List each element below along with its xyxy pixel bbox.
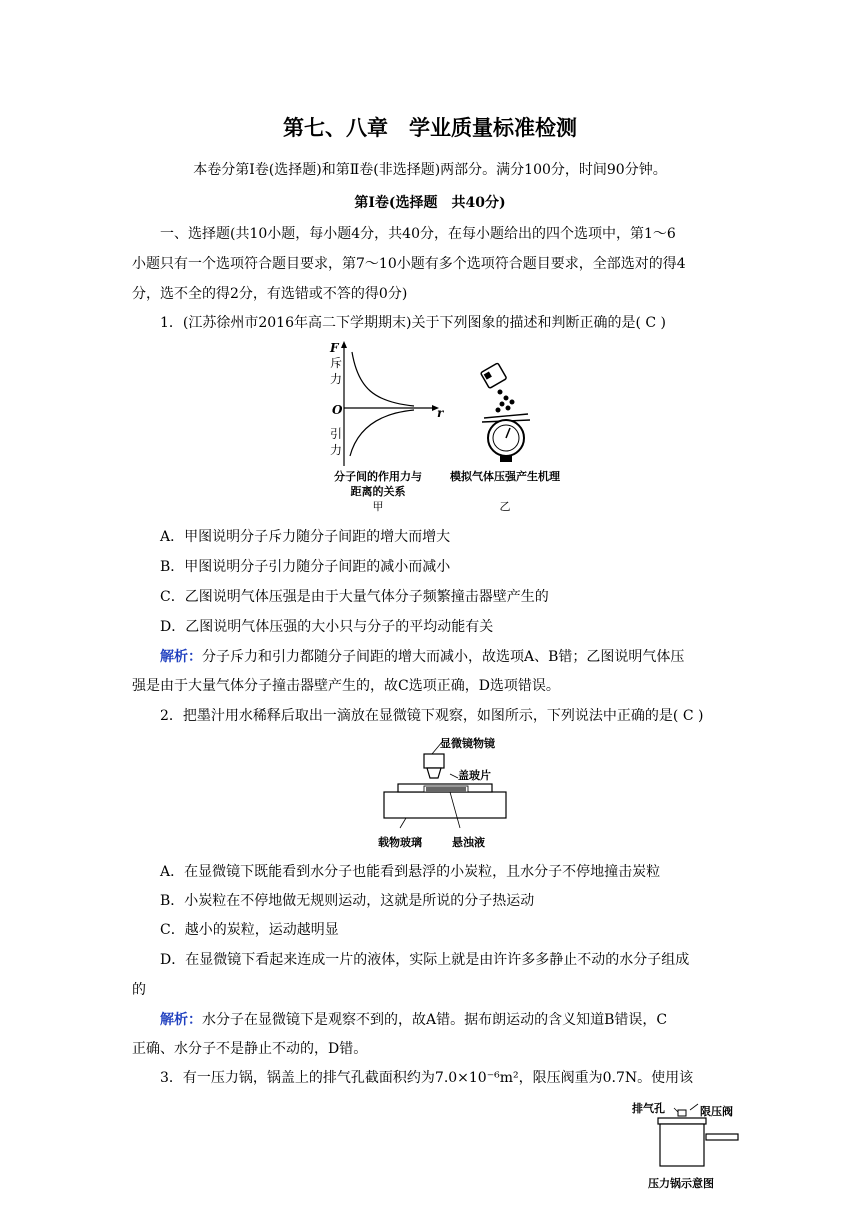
q2-option-d-continued: 的 [132, 982, 146, 998]
part1-header: 第Ⅰ卷(选择题 共40分) [354, 195, 506, 211]
page-title: 第七、八章 学业质量标准检测 [283, 116, 577, 140]
q1-analysis-line2: 强是由于大量气体分子撞击器壁产生的，故C选项正确，D选项错误。 [132, 678, 560, 694]
q1-repulsion-label-1: 斥 [330, 356, 343, 370]
q1-analysis-label: 解析： [160, 649, 202, 665]
q1-figure-b-pressure-model [470, 362, 540, 466]
q2-analysis-line1 [160, 1010, 667, 1030]
q2-objective-label: 显微镜物镜 [440, 737, 495, 750]
q2-option-d: D．在显微镜下看起来连成一片的液体，实际上就是由许许多多静止不动的水分子组成 [160, 952, 690, 968]
q1-figure-b-tag: 乙 [499, 500, 511, 513]
q1-attraction-label-1: 引 [330, 427, 343, 441]
q2-analysis-label: 解析： [160, 1012, 202, 1028]
q2-analysis-text: 水分子在显微镜下是观察不到的，故A错。据布朗运动的含义知道B错误，C [202, 1012, 668, 1028]
q2-suspension-label: 悬浊液 [452, 836, 485, 849]
q1-analysis-line1 [160, 647, 684, 667]
section1-instructions-line2: 小题只有一个选项符合题目要求，第7～10小题有多个选项符合题目要求，全部选对的得4 [132, 256, 686, 272]
q1-figure-b-caption: 模拟气体压强产生机理 [450, 470, 560, 483]
q1-option-c: C．乙图说明气体压强是由于大量气体分子频繁撞击器壁产生的 [160, 589, 549, 605]
q3-figure-caption: 压力锅示意图 [648, 1177, 714, 1190]
q1-axis-f-label: F [330, 341, 339, 355]
q3-stem: 3．有一压力锅，锅盖上的排气孔截面积约为7.0×10⁻⁶m²，限压阀重为0.7N。使用该 [160, 1070, 694, 1086]
q1-axis-o-label: O [332, 403, 343, 417]
q1-stem: 1．(江苏徐州市2016年高二下学期期末)关于下列图象的描述和判断正确的是( C ) [160, 315, 666, 331]
q1-option-a: A．甲图说明分子斥力随分子间距的增大而增大 [160, 529, 451, 545]
q3-valve-label: 限压阀 [700, 1105, 733, 1118]
q2-option-a: A．在显微镜下既能看到水分子也能看到悬浮的小炭粒，且水分子不停地撞击炭粒 [160, 864, 661, 880]
q2-cover-glass-label: 盖玻片 [458, 769, 491, 782]
q2-analysis-line2: 正确、水分子不是静止不动的，D错。 [132, 1041, 368, 1057]
section1-instructions-line1: 一、选择题(共10小题，每小题4分，共40分，在每小题给出的四个选项中，第1～6 [160, 226, 676, 242]
q1-axis-r-label: r [437, 406, 444, 420]
exam-intro: 本卷分第Ⅰ卷(选择题)和第Ⅱ卷(非选择题)两部分。满分100分，时间90分钟。 [193, 162, 667, 178]
q1-figure-a-caption-line2: 距离的关系 [350, 485, 406, 498]
q1-figure-a-caption-line1: 分子间的作用力与 [334, 470, 422, 483]
q3-vent-label: 排气孔 [632, 1102, 665, 1115]
q2-option-b: B．小炭粒在不停地做无规则运动，这就是所说的分子热运动 [160, 893, 535, 909]
q1-repulsion-label-2: 力 [330, 372, 343, 386]
q1-analysis-text: 分子斥力和引力都随分子间距的增大而减小，故选项A、B错；乙图说明气体压 [202, 649, 685, 665]
q2-stem: 2．把墨汁用水稀释后取出一滴放在显微镜下观察，如图所示，下列说法中正确的是( C ) [160, 708, 704, 724]
q2-option-c: C．越小的炭粒，运动越明显 [160, 922, 339, 938]
q2-slide-label: 载物玻璃 [378, 836, 422, 849]
section1-instructions-line3: 分，选不全的得2分，有选错或不答的得0分) [132, 286, 408, 302]
q1-figure-a-tag: 甲 [372, 500, 384, 513]
q1-option-d: D．乙图说明气体压强的大小只与分子的平均动能有关 [160, 619, 494, 635]
q1-option-b: B．甲图说明分子引力随分子间距的减小而减小 [160, 559, 451, 575]
q1-attraction-label-2: 力 [330, 443, 343, 457]
